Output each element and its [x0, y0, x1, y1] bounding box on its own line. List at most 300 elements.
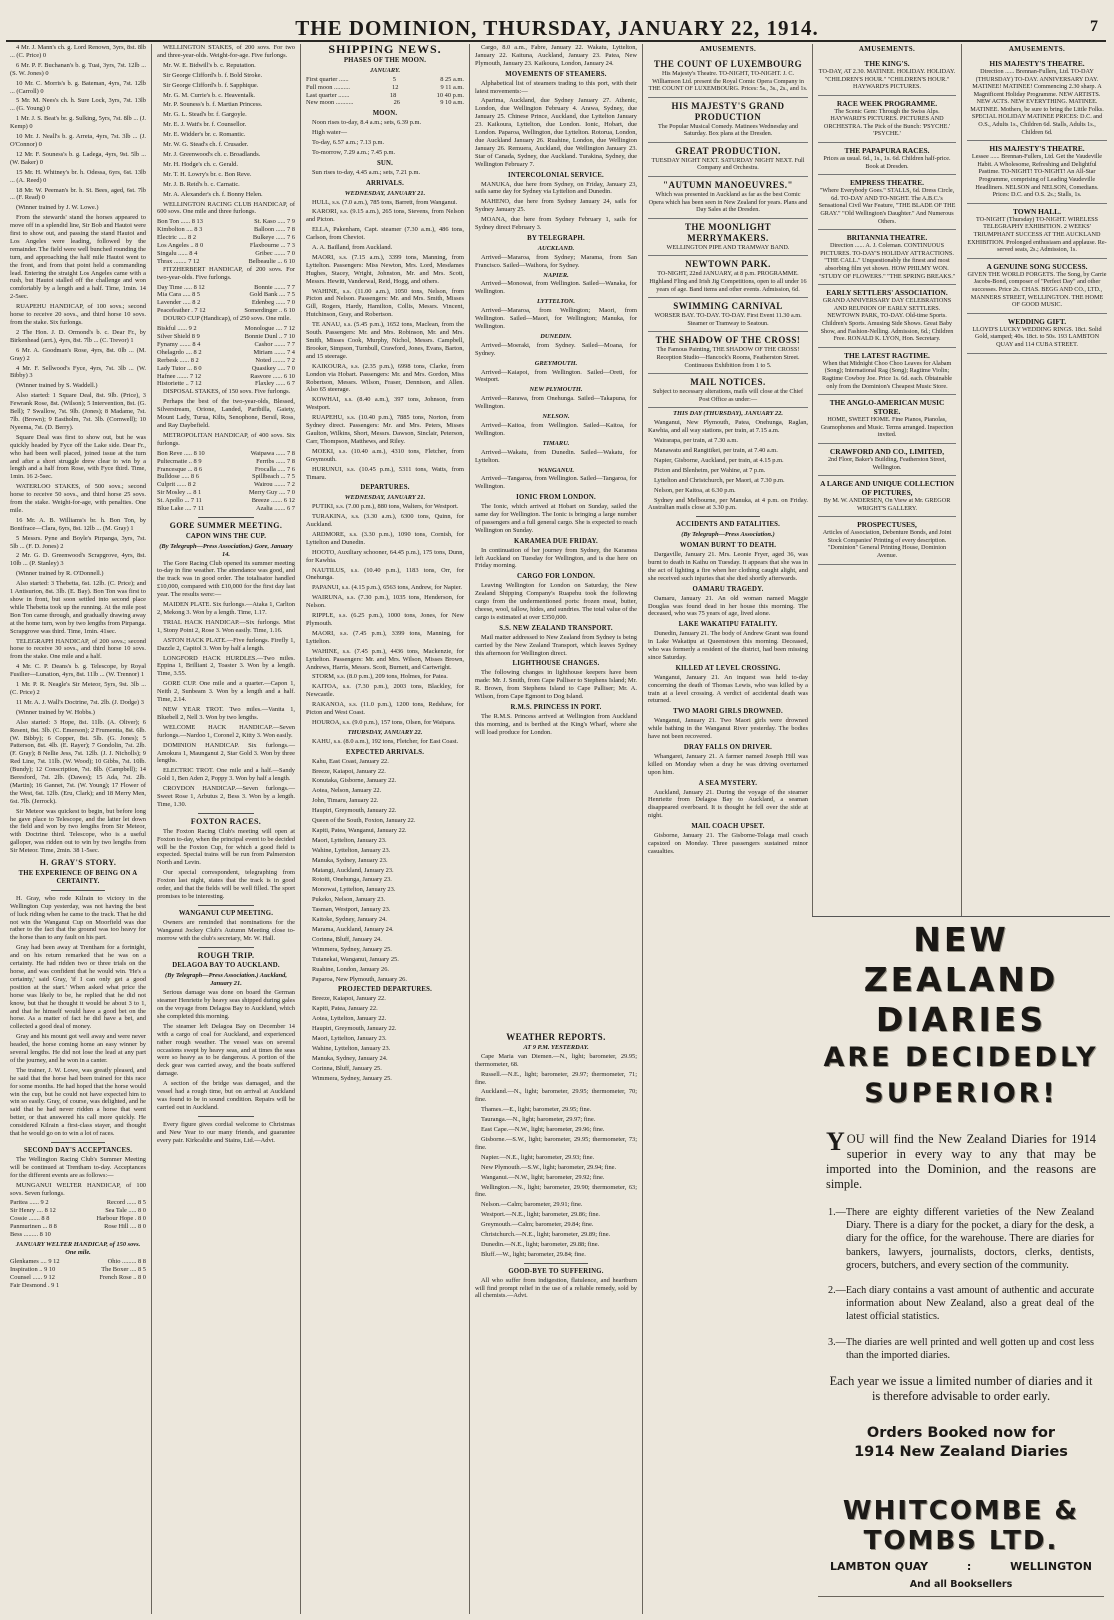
moon-time: High water— — [312, 129, 347, 137]
expected-arrival: Haupiri, Greymouth, January 22. — [312, 807, 397, 815]
advertisement-body: His Majesty's Theatre. TO-NIGHT, TO-NIGHT. J. C. Williamson Ltd. present the Royal Comic Opera Company in THE COUNT OF LUXEMBOURG. Prices: 5s., 3s., 2s., and 1s. — [648, 69, 808, 93]
telegraph-port: AUCKLAND. — [537, 244, 575, 252]
table-cell: Mia Cara ..... 8 5 — [157, 291, 201, 299]
foxton-paragraph: The Foxton Racing Club's meeting will open at Foxton to-day, when the principal event to be decided will be the Foxton Cup, for which a good field is expected. Special trains will be run from Palmerston North and Levin. — [157, 827, 295, 867]
column-rule — [812, 44, 813, 916]
advertisement — [648, 143, 808, 177]
divider — [198, 1116, 253, 1117]
table-row — [306, 76, 464, 84]
oamaru-title: OAMARU TRAGEDY. — [692, 585, 764, 593]
karamea-text: In continuation of her journey from Sydney, the Karamea left Auckland on Tuesday for Wellington, and is due here on Friday morning. — [475, 546, 637, 570]
weather-line: New Plymouth.—S.W., light; barometer, 29.94; fine. — [481, 1163, 617, 1171]
weather-reports — [471, 1030, 641, 1616]
table-cell: Paritea ...... 9 2 — [10, 1199, 49, 1207]
shipping-paragraph: Cargo, 8.0 a.m., Fabre, January 22. Wakatu, Lyttelton, January 22. Kaituna, Auckland, January 23. Patea, New Plymouth, January 23. Kaikoura, London, January 24. — [475, 44, 637, 67]
projected-departures-title: PROJECTED DEPARTURES. — [337, 986, 433, 994]
masthead — [0, 0, 1114, 40]
table-row — [157, 250, 295, 258]
expected-arrivals-title: EXPECTED ARRIVALS. — [345, 748, 425, 756]
table-cell: Cossie ....... 8 8 — [10, 1215, 50, 1223]
douro-head: DOURO CUP (Handicap), of 250 sovs. One mile. — [163, 315, 291, 323]
moon-phases-table — [306, 76, 464, 108]
advertisement-tail: Every figure gives cordial welcome to Christmas and New Year to our many friends, and guarantee every pair. Kirkcaldie and Stains, Ltd.—Advt. — [157, 1120, 295, 1144]
table-cell: Ferribs ...... 7 8 — [256, 457, 295, 465]
race-result: 18 Mr. W. Peeman's br. h. St. Bees, aged, 6st. 7lb ... (F. Read) 0 — [10, 186, 146, 202]
advertisement — [648, 332, 808, 374]
sun-title: SUN. — [376, 159, 394, 167]
advertisement-body: LLOYD'S LUCKY WEDDING RINGS. 18ct. Solid Gold, stamped; 40s. 18ct. to 50s. 193 LAMBTON QUAY and 114 CUBA STREET. — [972, 325, 1102, 348]
intercolonial-paragraph: MOANA, due here from Sydney February 1, sails for Sydney direct February 3. — [475, 216, 637, 232]
advertisement-body: TO-NIGHT, 22nd JANUARY, at 8 p.m. PROGRAMME. Highland Fling and Irish Jig Competitions, open to all under 16 years of age. Band items and other events. Admission, 6d. — [649, 270, 807, 293]
table-row — [306, 84, 464, 92]
column-rule — [151, 44, 152, 1614]
nz-transport-text: Mail matter addressed to New Zealand from Sydney is being carried by the New Zealand Transport, which leaves Sydney this afternoon for Wellington direct. — [475, 633, 637, 657]
race-results-text — [10, 44, 146, 855]
ad-subheadline: ARE DECIDEDLY SUPERIOR! — [823, 1042, 1099, 1109]
lake-text: Dunedin, January 21. The body of Andrew Grant was found in Lake Wakatipu at Queenstown this morning. Deceased, who was formerly a resident of the district, had been missing since Saturday. — [648, 630, 808, 661]
amusement-ads-3 — [967, 56, 1107, 354]
table-cell: New moon ........... — [306, 99, 354, 107]
cargo-title: CARGO FOR LONDON. — [517, 573, 595, 581]
expected-arrival: Breeze, Kaiapoi, January 22. — [312, 767, 386, 775]
race-result: Also started: 3 Thebetta, 6st. 12lb. (C. Price); and 1 Antisurion, 8st. 3lb. (E. Bay). Bon Ton was first to show in front, but soon settled into second place while Thebetta took up the running. At the mile post Bon Ton came through, and gradually drawing away at the home turn, won by two lengths from Pirpanga. Scrapgrove was third. Time, 1min. 41sec. — [10, 580, 146, 635]
arrival-entry: ELLA, Pakenham, Capt. steamer (7.30 a.m.), 486 tons, Carlson, from Cheviot. — [306, 226, 464, 242]
table-cell: Singalu ...... 8 4 — [157, 249, 198, 257]
mail-entry: Napier, Gisborne, Auckland, per train, at 4.15 p.m. — [654, 456, 784, 464]
table-cell: Silver Shield 8 9 — [157, 333, 200, 340]
table-cell: Gold Bank .... 7 5 — [249, 291, 295, 299]
ad-address-street: LAMBTON QUAY — [830, 1560, 929, 1574]
table-cell: Record ...... 8 5 — [106, 1199, 146, 1207]
woman-burnt-title: WOMAN BURNT TO DEATH. — [679, 542, 777, 550]
advertisement-heading: PROSPECTUSES, — [857, 520, 917, 530]
story-paragraph: Gray and his mount got well away and were never headed, the horse coming home an easy winner by several lengths. He did not lose the lead at any part of the journey, and he won in a canter. — [10, 1033, 146, 1064]
advertisement-body: Direction ...... A. J. Coleman. CONTINUOUS PICTURES. TO-DAY'S HOLIDAY ATTRACTIONS. "THE CALL." Unquestionably the finest and most absorbing film yet shown. HOW PHILMY WON. "STUDY OF FLOWERS." "THE SPRING BREAKS." — [818, 242, 956, 280]
ad-address-sep: : — [966, 1560, 972, 1574]
column-racing-results — [6, 44, 150, 1616]
table-row — [157, 234, 295, 242]
table-cell: Bon Reve ..... 8 10 — [157, 449, 205, 457]
advertisement-body: When that Midnight Choo Choo Leaves for Alabam (Song); International Rag (Song); Ragtime Violin; Ragtime Cowboy Joe. Price 1s. 6d. each. Obtainable only from the Dominion's Cheapest Music Store. — [821, 359, 953, 390]
table-cell: 8 25 a.m. — [440, 75, 464, 83]
advertisement-body: GIVEN THE WORLD FORGETS. The Song, by Carrie Jacobs-Bond, composer of "Perfect Day" and other successes. Price 2s. CHAS. BEGG AND CO., LTD., MANNERS STREET, WELLINGTON. THE HOME OF GOOD MUSIC. — [967, 270, 1107, 309]
column-rule — [300, 44, 301, 1614]
departures-date-2: THURSDAY, JANUARY 22. — [347, 728, 423, 736]
metro-head: METROPOLITAN HANDICAP, of 400 sovs. Six furlongs. — [157, 431, 295, 447]
moon-time: To-day, 6.57 a.m.; 7.13 p.m. — [312, 139, 385, 147]
intercolonial-paragraph: MAHENO, due here from Sydney January 24, sails for Sydney January 25. — [475, 198, 637, 214]
table-cell: Rasvore ...... 6 10 — [250, 372, 295, 380]
advertisement-body: Direction ...... Brennan-Fullers, Ltd. TO-DAY (THURSDAY) TO-DAY. ANNIVERSARY DAY. MATINEE! MATINEE! Commencing 2.30 sharp. A Magnificent Holiday Programme. NEW ARTISTS. NEW ACTS. NEW EVERYTHING. MATINEE. MATINEE. Mothers, be sure to bring the Little Folks. SPECIAL HOLIDAY MATINEE PRICES: D.C. and O.S., Adults 1s., Children 6d. Stalls, Adults 1s., Children 6d. — [970, 67, 1104, 136]
table-cell: 9 10 a.m. — [440, 99, 464, 107]
table-cell: Biskful ...... 9 2 — [157, 325, 197, 333]
table-cell: Rose Hill .... 8 0 — [104, 1223, 146, 1231]
advertisement-heading: EMPRESS THEATRE. — [849, 178, 925, 188]
departure-entry: PUTIKI, s.s. (7.00 p.m.), 880 tons, Walters, for Westport. — [312, 503, 459, 511]
advertisement-body: WELLINGTON PIPE AND TRAMWAY BAND. — [666, 243, 790, 251]
table-cell: Lavender ..... 8 2 — [157, 299, 201, 307]
advertisement-body: HOME, SWEET HOME. Fine Pianos, Pianolas, Gramophones and Music. Terms arranged. Inspection invited. — [820, 416, 954, 439]
table-row — [157, 299, 295, 307]
expected-arrival: Wahine, Lyttelton, January 23. — [312, 846, 391, 854]
delagoa-paragraph: The steamer left Delagoa Bay on December 14 with a cargo of coal for Auckland, and experienced rather rough weather. The vessel was on several occasions swept by heavy seas, and at times the seas were so heavy as to be dangerous. A portion of the deck gear was carried away, and the boats suffered damage. — [157, 1022, 295, 1078]
crossing-title: KILLED AT LEVEL CROSSING. — [675, 664, 781, 672]
mail-entry: Sydney and Melbourne, per Manuka, at 4 p.m. on Friday. Australian mails close at 3.30 p.m. — [648, 496, 808, 512]
race-result: (Winner trained by R. O'Donnell.) — [16, 570, 104, 578]
table-cell: Pultecmatie .. 8 9 — [157, 457, 202, 465]
table-cell: 12 — [392, 83, 399, 91]
departure-entry: KAITOA, s.s. (7.30 p.m.), 2003 tons, Blackley, for Newcastle. — [306, 683, 464, 699]
telegraph-report: Arrived—Kaiapoi, from Wellington. Sailed—Oreti, for Westport. — [475, 368, 637, 384]
lake-title: LAKE WAKATIPU FATALITY. — [678, 621, 778, 629]
table-row — [10, 1274, 146, 1282]
advertisement-heading: BRITANNIA THEATRE. — [846, 233, 928, 243]
disposal-head: DISPOSAL STAKES, of 150 sovs. Five furlongs. — [163, 388, 291, 396]
advertisement-heading: THE KING'S. — [864, 58, 910, 68]
fitzherbert-head: FITZHERBERT HANDICAP, of 200 sovs. For two-year-olds. Five furlongs. — [157, 265, 295, 281]
arrival-entry: HURUNUI, s.s. (10.45 p.m.), 5311 tons, Watts, from Timaru. — [306, 465, 464, 481]
wanganui-text: Owners are reminded that nominations for the Wanganui Jockey Club's Autumn Meeting close to-morrow with the club's secretary, Mr. W. Hall. — [157, 918, 295, 942]
advertisement-body: The Famous Painting, THE SHADOW OF THE CROSS! Reception Studio—Hancock's Rooms, Featherston Street. Continuous Exhibition from 1 to 5. — [656, 346, 800, 369]
table-cell: Gribec ....... 7 0 — [255, 249, 295, 257]
weather-line: Auckland.—N., light; barometer, 29.95; thermometer, 70; fine. — [475, 1088, 637, 1104]
table-row — [157, 481, 295, 489]
entry: Mr. H. Hodge's ch. c. Gerald. — [163, 160, 238, 168]
advertisement-body: TUESDAY NIGHT NEXT. SATURDAY NIGHT NEXT. Full Company and Orchestra. — [651, 156, 805, 172]
advertisement — [648, 177, 808, 219]
expected-arrival: Tasman, Westport, January 23. — [312, 906, 391, 914]
rough-trip-title: ROUGH TRIP. — [197, 950, 255, 960]
karamea-title: KARAMEA DUE FRIDAY. — [514, 537, 598, 545]
gore-result: LONGFORD HACK HURDLES.—Two miles. Eppina 1, Brilliant 2, Toaster 3. Won by a length. Time, 3.55. — [157, 654, 295, 678]
departures-date: WEDNESDAY, JANUARY 21. — [344, 494, 426, 502]
race-result: 16 Mr. A. B. Williams's br. h. Bon Ton, by Bonifrace—Clara, 6yrs, 8st. 12lb ... (M. Gray) 1 — [10, 516, 146, 532]
entry: Sir George Clifford's b. f. Sapphique. — [163, 81, 259, 89]
table-cell: Los Angeles .. 8 0 — [157, 242, 204, 250]
advertisement-body: "Where Everybody Goes." STALLS, 6d. Dress Circle, 6d. TO-DAY AND TO-NIGHT. The A.B.C.'s Sensational Civil War Feature, "THE BLADE OF THE GRAY." "Old Wellington's Daughter." And Numerous Others. — [818, 187, 956, 225]
table-row — [157, 258, 295, 266]
divider — [198, 813, 253, 814]
advertisement-heading: HIS MAJESTY'S THEATRE. — [989, 58, 1085, 68]
table-cell: Hafnee ....... 7 12 — [157, 372, 202, 380]
table-cell: Noted ........ 7 2 — [255, 356, 295, 364]
story-subtitle: THE EXPERIENCE OF BEING ON A CERTAINTY. — [18, 870, 138, 885]
race-result: (Winner trained by S. Waddell.) — [16, 382, 98, 390]
foxton-paragraph: Our special correspondent, telegraphing from Foxton last night, states that the track is in good order, and that the fields will be well filled. The sport promises to be interesting. — [157, 869, 295, 900]
advertisement-body: The Scenic Gem: Through the Swiss Alps. HAYWARD'S PICTURES. PICTURES AND ORCHESTRA. The Pick of the Bunch: 'PSYCHE.' 'PSYCHE.' — [823, 107, 951, 138]
page-number: 7 — [1090, 18, 1098, 35]
mail-coach-text: Gisborne, January 21. The Gisborne-Tolaga mail coach capsized on Monday. Three passengers sustained minor casualties. — [648, 832, 808, 855]
weather-line: Westport.—N.E., light; barometer, 29.86; fine. — [481, 1211, 601, 1219]
arrival-entry: MAORI, s.s. (7.15 a.m.), 3399 tons, Manning, from Lyttelton. Passengers: Miss Newton, Mrs. Lord, Mesdames Hughes, Stacey, Wright, Johnston, Mr. and Mrs. Scott, Messrs. Hewitt, Vanderwal, Reid, Hogg, and others. — [306, 253, 464, 285]
table-row — [10, 1199, 146, 1207]
ad-orders — [824, 1424, 1098, 1462]
mail-entry: Wairarapa, per train, at 7.30 a.m. — [654, 437, 738, 445]
weather-line: Tauranga.—N., light; barometer, 29.97; fine. — [481, 1116, 596, 1124]
advertisement — [818, 517, 956, 564]
table-row — [10, 1282, 146, 1290]
advertisement — [648, 98, 808, 143]
column-rule — [642, 44, 643, 1614]
gore-result: TRIAL HACK HANDICAP.—Six furlongs. Mist 1, Stony Point 2, Rose 3. Won easily. Time, 1.16. — [157, 618, 295, 634]
shipping-news-title: SHIPPING NEWS. — [328, 44, 442, 56]
acceptances-table — [10, 1199, 146, 1239]
oamaru-text: Oamaru, January 21. An old woman named Maggie Douglas was found dead in her house this morning. The deceased, who was 75 years of age, lived alone. — [648, 594, 808, 618]
advertisement — [818, 348, 956, 395]
column-rule — [961, 44, 962, 916]
race-result: From the stewards' stand the horses appeared to move off in a splendid line, Sir Bob and Hautoi were first to show out, and passing the stand Hautoi and Los Angeles were leading, followed by the remainder. The field were well bunched rounding the turn, and approaching the half mile Hautoi went to the front, and from that point held a commanding lead. Entering the straight Los Angeles came with a rush, but Hautoi stalled off the challenge and won comfortably by a length and a half. Time, 1min. 14 2-5sec. — [10, 214, 146, 301]
cargo-text: Leaving Wellington for London on Saturday, the New Zealand Shipping Company's Ruapehu took the following cargo from the undermentioned ports: frozen meat, butter, cheese, wool, tallow, hides, and sundries. The total value of the cargo is estimated at over £350,000. — [475, 582, 637, 621]
table-cell: Miriam ....... 7 4 — [253, 348, 295, 356]
intercolonial-paragraph: MANUKA, due here from Sydney, on Friday, January 23, sails same day for Sydney via Lyttelton and Dunedin. — [475, 180, 637, 196]
projected-departure: Wimmera, Sydney, January 25. — [312, 1074, 392, 1082]
divider — [51, 890, 105, 891]
table-row — [10, 1223, 146, 1231]
arrivals-date: WEDNESDAY, JANUARY 21. — [344, 189, 426, 197]
expected-arrival: Maori, Lyttelton, January 23. — [312, 836, 387, 844]
wellington-stakes-entries — [157, 62, 295, 199]
telegraph-port: TIMARU. — [542, 439, 570, 447]
table-cell: Frocalla ..... 7 6 — [254, 465, 295, 473]
table-cell: French Rose .. 8 0 — [99, 1273, 146, 1281]
arrival-entry: TE ANAU, s.s. (5.45 p.m.), 1652 tons, Maclean, from the South. Passengers: Mr. and Mrs. Robinson, Mr. and Mrs. Smith, Misses Cook, Murphy, Nichol, Messrs. Campbell, Brooker, Simpson, Turnbull, Crawford, Jones, Evans, Barton, and 15 steerage. — [306, 321, 464, 360]
entry: Mr. W. G. Stead's ch. f. Crusader. — [163, 141, 249, 149]
telegraph-port: WANGANUI. — [537, 466, 575, 474]
table-row — [10, 1215, 146, 1223]
diaries-advertisement — [812, 920, 1110, 1616]
expected-arrival: Corinna, Bluff, January 24. — [312, 935, 382, 943]
ad-headline: NEW ZEALAND DIARIES — [863, 920, 1059, 1039]
entry: Mr. T. H. Lowry's br. c. Bon Reve. — [163, 170, 252, 178]
amusements-title-2: AMUSEMENTS. — [858, 45, 916, 53]
table-cell: Kimbolton .... 8 3 — [157, 226, 203, 234]
table-row — [157, 341, 295, 349]
ad-firm-name: WHITCOMBE & TOMBS LTD. — [842, 1496, 1080, 1557]
shipping-continued-text — [475, 44, 637, 68]
race-result: RUAPEHU HANDICAP, of 100 sovs.; second horse to receive 20 sovs., and third horse 10 sovs. from the stake. Six furlongs. — [10, 303, 146, 326]
table-cell: Quasikey ..... 7 0 — [251, 364, 295, 372]
column-amusements-3 — [963, 44, 1111, 914]
advertisement-body: Which was presented in Auckland as far as the best Comic Opera which has been seen in New Zealand for years. Plans and Day Sales at the Dresden. — [648, 191, 808, 214]
expected-arrival: Wimmera, Sydney, January 25. — [312, 945, 392, 953]
weather-line: Russell.—N.E., light; barometer, 29.97; thermometer, 71; fine. — [475, 1070, 637, 1086]
woman-burnt-text: Dargaville, January 21. Mrs. Leonie Fryer, aged 36, was burnt to death in Kaihu on Tuesday. It appears that she was in the act of lighting a fire when her clothing caught alight, and she received such injuries that she died shortly afterwards. — [648, 551, 808, 582]
story-text — [10, 895, 146, 1138]
advertisement-body: GRAND ANNIVERSARY DAY CELEBRATIONS AND REUNION OF EARLY SETTLERS. NEWTOWN PARK, TO-DAY. Old-time Sports. Children's Sports. Amusing Side Shows. Great Baby Show, and Fashion-Nelling. Admission, 6d.; Children Free. RONALD K. LYON, Hon. Secretary. — [820, 297, 954, 343]
weather-line: Greymouth.—Calm; barometer, 29.84; fine. — [481, 1221, 594, 1229]
departure-entry: MAORI, s.s. (7.45 p.m.), 3399 tons, Manning, for Lyttelton. — [306, 629, 464, 645]
advertisement-body: TO-DAY, AT 2.30. MATINEE. HOLIDAY. HOLIDAY. "CHILDREN'S HOUR." "CHILDREN'S HOUR." HAYWARD'S PICTURES. — [818, 67, 956, 91]
table-cell: Bon Ton ...... 8 13 — [157, 218, 203, 226]
table-cell: 26 — [393, 99, 400, 107]
telegraph-report: Arrived—Tangaroa, from Wellington. Sailed—Tangaroa, for Wellington. — [475, 475, 637, 491]
projected-departure: Breeze, Kaiapoi, January 22. — [312, 995, 386, 1003]
delagoa-text — [157, 989, 295, 1112]
mail-schedule — [648, 419, 808, 512]
table-row — [157, 226, 295, 234]
expected-arrival: Kaitoke, Sydney, January 24. — [312, 916, 387, 924]
expected-arrival: Queen of the South, Foxton, January 22. — [312, 817, 416, 825]
table-cell: Harbour Hope . 8 0 — [96, 1215, 146, 1223]
table-cell: Full moon .......... — [306, 83, 351, 91]
divider — [818, 1596, 1104, 1597]
race-result: 5 Messrs. Pyne and Boyle's Pirpanga, 3yrs, 7st. 5lb ... (F. D. Jones) 2 — [10, 534, 146, 550]
departure-entry: HOUROA, s.s. (9.0 p.m.), 157 tons, Olsen, for Waipara. — [312, 718, 456, 726]
race-result: Sir Meteor was quickest to begin, but before long he gave place to Telescope, and the latter let down the field and won by two lengths from Sir Meteor, with Doctrine third. Telescope, who is a useful galloper, was ridden out to win by two lengths from Sir Meteor. Time, 2min. 38 1-5sec. — [10, 807, 146, 855]
delagoa-title: DELAGOA BAY TO AUCKLAND. — [172, 962, 280, 970]
telegraph-report: Arrived—Kaitoa, from Wellington. Sailed—Kaitoa, for Wellington. — [475, 421, 637, 437]
table-cell: Somerdinger .. 6 10 — [244, 307, 295, 315]
ad-reason: 3.—The diaries are well printed and well gotten up and cost less than the imported diaries. — [828, 1336, 1094, 1361]
newspaper-title: THE DOMINION, THURSDAY, JANUARY 22, 1914. — [295, 16, 819, 40]
projected-departure: Kapiti, Patea, January 22. — [312, 1005, 378, 1013]
acceptances-footer: JANUARY WELTER HANDICAP, of 150 sovs. One mile. — [15, 1240, 141, 1256]
race-result: (Winner trained by W. Hobbs.) — [16, 708, 95, 716]
ad-outro: Each year we issue a limited number of diaries and it is therefore advisable to order early. — [829, 1374, 1093, 1404]
weather-subtitle: AT 9 P.M. YESTERDAY. — [523, 1043, 589, 1051]
expected-arrival: Kapiti, Patea, Wanganui, January 22. — [312, 826, 407, 834]
ad-reason: 2.—Each diary contains a vast amount of authentic and accurate information about New Zealand, also a great deal of the latest official statistics. — [828, 1285, 1094, 1323]
gore-result: The Gore Racing Club opened its summer meeting to-day in fine weather. The attendance was good, and the track was in good order. The totalisator handled £10,000, compared with £10,000 for the first day last year. The results were:— — [157, 559, 295, 599]
departure-entry: HOOTO, Auxiliary schooner, 64.45 p.m.), 175 tons, Dunn, for Kawhia. — [306, 548, 464, 564]
table-cell: Breeze ....... 6 12 — [251, 497, 295, 505]
table-cell: Last quarter ....... — [306, 91, 350, 99]
ad-address-city: WELLINGTON — [1010, 1560, 1092, 1574]
table-cell: Bulldose ..... 8 6 — [157, 473, 199, 481]
race-result: 10 Mr. J. Neall's b. g. Arreta, 4yrs, 7st. 3lb ... (J. O'Connor) 0 — [10, 133, 146, 148]
wanganui-title: WANGANUI CUP MEETING. — [178, 909, 274, 917]
telegraph-port: GREYMOUTH. — [534, 359, 578, 367]
race-result: 15 Mr. H. Whitney's br. h. Odessa, 6yrs, 6st. 13lb ... (A. Reed) 0 — [10, 168, 146, 184]
table-cell: Blue Lake .... 7 11 — [157, 505, 204, 513]
ad-address — [818, 1556, 1104, 1573]
advertisement-heading: THE LATEST RAGTIME. — [844, 350, 930, 360]
moon-title: MOON. — [372, 110, 398, 118]
telegraph-title: BY TELEGRAPH. — [527, 234, 585, 242]
divider — [51, 1142, 105, 1143]
expected-arrival: Paparoa, New Plymouth, January 26. — [312, 975, 407, 983]
projected-departure: Aotea, Lyttelton, January 22. — [312, 1015, 387, 1023]
table-cell: Counsel ...... 9 12 — [10, 1273, 55, 1281]
gore-subtitle: CAPON WINS THE CUP. — [185, 532, 267, 540]
advertisement-border — [812, 916, 1110, 917]
table-cell: Edenbeg ...... 7 0 — [251, 299, 295, 307]
race-result: 6 Mr. P. F. Buchanan's b. g. Tuai, 3yrs, 7st. 12lb ... (S. W. Jones) 0 — [10, 61, 146, 77]
sun-times: Sun rises to-day, 4.45 a.m.; sets, 7.21 p.m. — [312, 168, 421, 176]
ad-booksellers: And all Booksellers — [909, 1579, 1013, 1591]
table-row — [157, 365, 295, 373]
table-cell: Flaxbourne ... 7 3 — [249, 242, 295, 250]
entry: Mr. G. L. Stead's br. f. Gargoyle. — [163, 111, 247, 119]
arrivals-list — [306, 199, 464, 482]
table-cell: Belbeaulie ... 6 10 — [248, 257, 295, 265]
table-row — [157, 242, 295, 250]
acceptances-text — [10, 1156, 146, 1198]
gore-result: WELCOME HACK HANDICAP.—Seven furlongs.—Nardoo 1, Coronel 2, Kitty 3. Won easily. — [157, 723, 295, 739]
table-cell: Electric ..... 8 2 — [157, 234, 197, 242]
divider — [198, 947, 253, 948]
advertisement — [818, 175, 956, 230]
departures-entry-2: KAHU, s.s. (8.0 a.m.), 192 tons, Fletcher, for East Coast. — [312, 737, 459, 745]
table-row — [157, 349, 295, 357]
nz-transport-title: S.S. NEW ZEALAND TRANSPORT. — [499, 624, 613, 632]
table-cell: Inspiration .. 9 10 — [10, 1265, 56, 1273]
expected-arrival: Matangi, Auckland, January 23. — [312, 866, 394, 874]
expected-arrival: Pukeko, Nelson, January 23. — [312, 896, 386, 904]
delagoa-paragraph: Serious damage was done on board the German steamer Henriette by heavy seas shipped during gales on the voyage from Delagoa Bay to Auckland, which she completed this morning. — [157, 989, 295, 1020]
princess-title: R.M.S. PRINCESS IN PORT. — [510, 703, 602, 711]
table-cell: Balloon ...... 7 8 — [253, 226, 295, 234]
projected-departure: Maori, Lyttelton, January 23. — [312, 1034, 387, 1042]
advertisement-heading: NEWTOWN PARK. — [685, 259, 771, 270]
weather-line: Wanganui.—N.W., light; barometer, 29.92; fine. — [481, 1173, 605, 1181]
delagoa-paragraph: A section of the bridge was damaged, and the vessel had a rough time, but on arrival at Auckland was found to be in sound condition. Repairs will be carried out in Auckland. — [157, 1080, 295, 1111]
entry: Mr. G. M. Currie's b. c. Heaventalk. — [163, 91, 256, 99]
advertisement-heading: A LARGE AND UNIQUE COLLECTION OF PICTURES, — [820, 479, 954, 498]
movements-text — [475, 80, 637, 169]
entry: Mr. E. J. Watt's br. f. Counsellor. — [163, 121, 247, 129]
advertisement — [818, 285, 956, 348]
advertisement — [648, 374, 808, 408]
mail-entry: Picton and Blenheim, per Wahine, at 7 p.m. — [654, 466, 766, 474]
advertisement-body: Prices as usual. 6d., 1s., 1s. 6d. Children half-price. Book at Dresden. — [823, 155, 951, 170]
advertisement — [967, 314, 1107, 354]
lighthouse-text: The following changes in lighthouse keepers have been made: Mr. J. Smith, from Cape Palliser to Stephens Island; Mr. R. Brown, from Stephens Island to Cape Palliser; Mr. A. Wilson, from Cape Egmont to Dog Island. — [475, 669, 637, 701]
expected-arrival: John, Timaru, January 22. — [312, 797, 379, 805]
advertisement-heading: GREAT PRODUCTION. — [675, 145, 781, 156]
race-result: 4 Mr. J. Mann's ch. g. Lord Renown, 3yrs, 8st. 8lb ... (C. Price) 0 — [10, 44, 146, 59]
table-cell: 10 40 p.m. — [436, 91, 464, 99]
moon-phases-title: PHASES OF THE MOON. — [343, 56, 427, 64]
advertisement-heading: THE COUNT OF LUXEMBOURG — [653, 58, 803, 69]
telegraph-port: NELSON. — [542, 413, 570, 421]
advertisement-body: Subject to necessary alterations, mails will close at the Chief Post Office as under:— — [652, 388, 804, 403]
table-cell: Bess ......... 8 10 — [10, 1231, 51, 1239]
departure-entry: WAHINE, s.s. (7.45 p.m.), 4436 tons, Mackenzie, for Lyttelton. Passengers: Mr. and Mrs. Wilson, Misses Brown, Andrews, Harris, Messrs. Scott, Burnett, and Cartwright. — [306, 647, 464, 671]
gore-result: ELECTRIC TROT. One mile and a half.—Sandy Gold 1, Ben Aden 2, Poppy 3. Won by half a length. — [157, 767, 295, 783]
weather-line: Nelson.—Calm; barometer, 29.91; fine. — [481, 1201, 583, 1209]
table-row — [10, 1258, 146, 1266]
story-paragraph: The trainer, J. W. Lowe, was greatly pleased, and he said that the horse had been trained for this race for some months. He had hoped that the horse would win the cup, but he could not have expected him to win so easily. Gray, of course, was delighted, and he said that he had never ridden a horse that went better, or that answered his call more quickly. He considered Kilrain a first-class stayer, and thought that he would go on to win a lot of races. — [10, 1066, 146, 1138]
advertisement-body: TO-NIGHT (Thursday) TO-NIGHT. WIRELESS TELEGRAPHY EXHIBITION. 2 WEEKS' TRIUMPHANT SUCCESS AT THE AUCKLAND EXHIBITION. Prolonged enthusiasm and applause. Re-served seats, 2s.; Admission, 1s. — [967, 215, 1107, 254]
amusements-title: AMUSEMENTS. — [699, 45, 757, 53]
moon-times — [306, 119, 464, 157]
ionic-text: The Ionic, which arrived at Hobart on Sunday, sailed the same day for Wellington. The Ionic is bringing a large number of passengers and a full general cargo. She is expected to reach Wellington on Sunday. — [475, 503, 637, 534]
table-cell: Fynamy ....... 8 4 — [157, 340, 201, 348]
expected-arrivals-list — [306, 758, 464, 984]
table-cell: 5 — [392, 75, 396, 83]
arrival-entry: HULL, s.s. (7.0 a.m.), 785 tons, Barrett, from Wanganui. — [312, 198, 458, 206]
girls-title: TWO MAORI GIRLS DROWNED. — [673, 708, 783, 716]
departure-entry: PAPANUI, s.s. (4.15 p.m.), 6563 tons, Andrew, for Napier. — [312, 584, 462, 592]
acceptances-paragraph: The Wellington Racing Club's Summer Meeting will be continued at Trentham to-day. Acceptances for the different events are as follows:— — [10, 1155, 146, 1179]
advertisement — [818, 143, 956, 175]
table-cell: Cashor ....... 7 7 — [254, 340, 295, 348]
gore-text — [157, 560, 295, 809]
departures-list — [306, 503, 464, 727]
ad-intro-text: OU will find the New Zealand Diaries for 1914 superior in every way to any that may be imported into the Dominion, and the reasons are simple. — [826, 1132, 1096, 1191]
telegraph-report: Arrived—Rarawa, from Onehunga. Sailed—Takapuna, for Wellington. — [475, 395, 637, 411]
movement-paragraph: Alphabetical list of steamers trading to this port, with their latest movements:— — [475, 79, 637, 95]
race-result: 6 Mr. A. Goodman's Rose, 4yrs, 8st. 0lb ... (M. Gray) 2 — [10, 346, 146, 362]
table-row — [306, 92, 464, 100]
column-shipping-news — [302, 44, 468, 1616]
mail-entry: Lyttelton and Christchurch, per Maori, at 7.30 p.m. — [654, 476, 785, 484]
ad-intro — [826, 1127, 1096, 1192]
advertisement-heading: WEDDING GIFT. — [1007, 316, 1067, 326]
acceptances-table-2 — [10, 1258, 146, 1290]
acceptances-title: SECOND DAY'S ACCEPTANCES. — [23, 1147, 133, 1154]
